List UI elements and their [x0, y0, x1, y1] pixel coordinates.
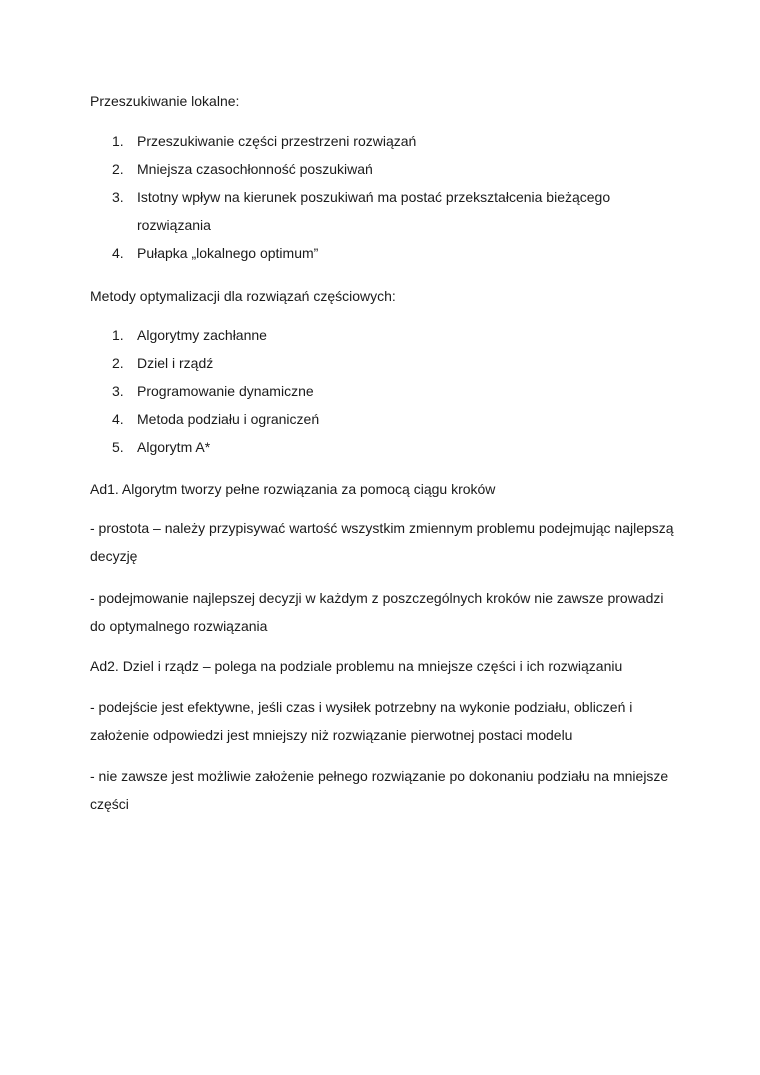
- list-item: [112, 377, 672, 405]
- list-text: Przeszukiwanie części przestrzeni rozwiązań: [137, 133, 417, 149]
- list-number: 5.: [112, 439, 124, 455]
- paragraph: Ad1. Algorytm tworzy pełne rozwiązania za pomocą ciągu kroków: [90, 481, 496, 497]
- list-text: Algorytm A*: [137, 439, 211, 455]
- list-number: 3.: [112, 383, 124, 399]
- list-text: Mniejsza czasochłonność poszukiwań: [137, 161, 373, 177]
- list-number: 3.: [112, 189, 124, 205]
- list-text: Metoda podziału i ograniczeń: [137, 411, 320, 427]
- list-item: [112, 183, 672, 239]
- paragraph: Ad2. Dziel i rządz – polega na podziale problemu na mniejsze części i ich rozwiązaniu: [90, 658, 623, 674]
- list-number: 2.: [112, 161, 124, 177]
- list-item: [112, 349, 672, 377]
- list-text: Istotny wpływ na kierunek poszukiwań ma postać przekształcenia bieżącego rozwiązania: [137, 189, 611, 233]
- list-number: 4.: [112, 411, 124, 427]
- section-heading-optimization-methods: Metody optymalizacji dla rozwiązań częściowych:: [90, 288, 396, 304]
- paragraph: - prostota – należy przypisywać wartość wszystkim zmiennym problemu podejmując najlepszą decyzję: [90, 520, 674, 564]
- list-number: 2.: [112, 355, 124, 371]
- list-number: 1.: [112, 327, 124, 343]
- list-text: Dziel i rządź: [137, 355, 214, 371]
- list-item: [112, 127, 672, 155]
- list-item: [112, 433, 672, 461]
- list-text: Algorytmy zachłanne: [137, 327, 267, 343]
- list-text: Programowanie dynamiczne: [137, 383, 314, 399]
- list-item: [112, 155, 672, 183]
- paragraph: - podejście jest efektywne, jeśli czas i wysiłek potrzebny na wykonie podziału, obliczeń i założenie odpowiedzi jest mniejszy niż rozwiązanie pierwotnej postaci modelu: [90, 699, 633, 743]
- list-number: 1.: [112, 133, 124, 149]
- paragraph: - podejmowanie najlepszej decyzji w każdym z poszczególnych kroków nie zawsze prowadzi do optymalnego rozwiązania: [90, 590, 664, 634]
- section-heading-local-search: Przeszukiwanie lokalne:: [90, 93, 240, 109]
- list-item: [112, 321, 672, 349]
- list-text: Pułapka „lokalnego optimum”: [137, 245, 319, 261]
- list-item: [112, 239, 672, 267]
- list-item: [112, 405, 672, 433]
- list-number: 4.: [112, 245, 124, 261]
- paragraph: - nie zawsze jest możliwie założenie pełnego rozwiązanie po dokonaniu podziału na mniejsze części: [90, 768, 669, 812]
